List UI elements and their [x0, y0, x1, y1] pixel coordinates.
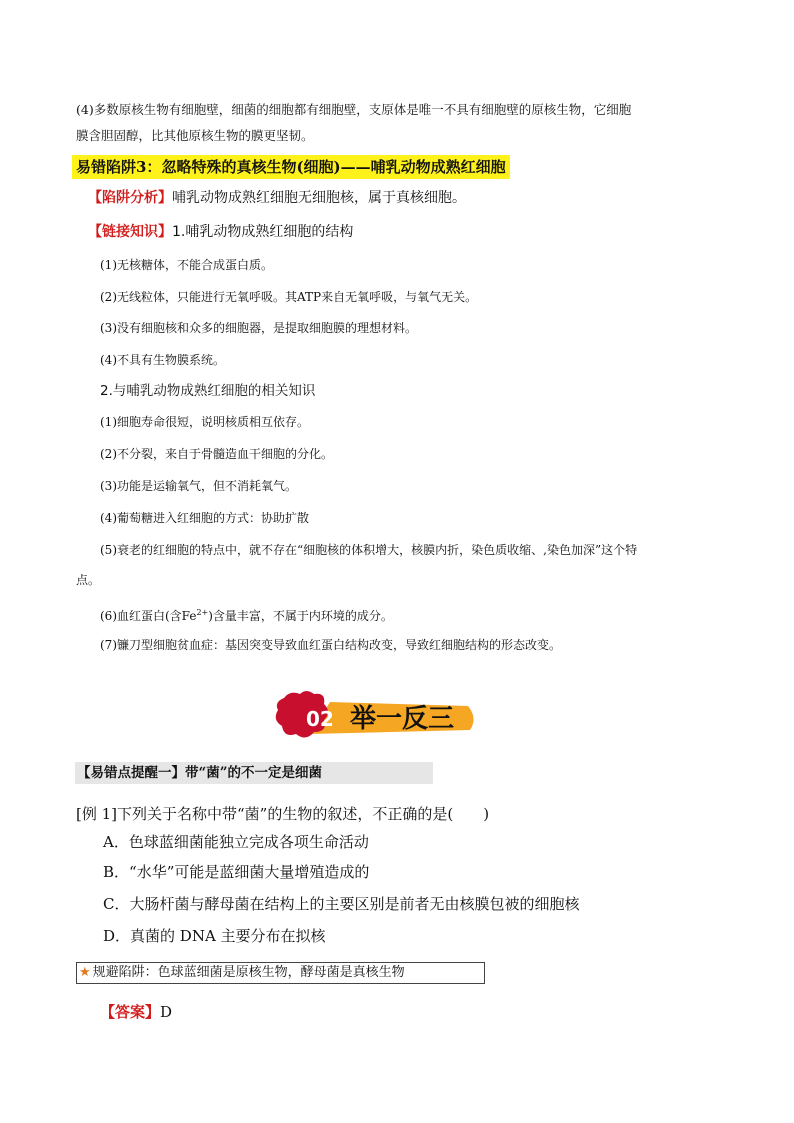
banner-title: 举一反三 [350, 704, 455, 734]
banner-number: 02 [306, 707, 334, 731]
banner-graphic [270, 688, 480, 746]
option-b: B．“水华”可能是蓝细菌大量增殖造成的 [103, 863, 370, 881]
paragraph-4-line1: (4)多数原核生物有细胞壁，细菌的细胞都有细胞壁，支原体是唯一不具有细胞壁的原核生物，它细胞 [76, 102, 632, 117]
answer-line [100, 1000, 172, 1024]
knowledge-item-1: (1)细胞寿命很短，说明核质相互依存。 [100, 415, 309, 429]
paragraph-4-line2: 膜含胆固醇，比其他原核生物的膜更坚韧。 [76, 128, 314, 143]
analysis-text: 哺乳动物成熟红细胞无细胞核，属于真核细胞。 [172, 190, 466, 206]
option-a: A．色球蓝细菌能独立完成各项生命活动 [103, 833, 369, 851]
section-banner [270, 688, 480, 746]
structure-item-1: (1)无核糖体，不能合成蛋白质。 [100, 258, 273, 272]
knowledge-item-2: (2)不分裂，来自于骨髓造血干细胞的分化。 [100, 447, 333, 461]
trap-3-title: 易错陷阱3：忽略特殊的真核生物(细胞)——哺乳动物成熟红细胞 [72, 155, 510, 179]
link-heading-1: 1.哺乳动物成熟红细胞的结构 [172, 224, 354, 240]
link-heading-2: 2.与哺乳动物成熟红细胞的相关知识 [100, 383, 316, 399]
knowledge-item-5-line2: 点。 [76, 573, 101, 587]
knowledge-item-5-line1: (5)衰老的红细胞的特点中，就不存在“细胞核的体积增大，核膜内折，染色质收缩、,染色加深”这个特 [100, 543, 638, 557]
knowledge-item-6 [100, 600, 734, 629]
example-stem: [例 1]下列关于名称中带“菌”的生物的叙述，不正确的是( ) [76, 805, 490, 823]
knowledge-item-7: (7)镰刀型细胞贫血症：基因突变导致血红蛋白结构改变，导致红细胞结构的形态改变。 [100, 638, 562, 652]
answer-value: D [160, 1003, 173, 1021]
structure-item-4: (4)不具有生物膜系统。 [100, 353, 225, 367]
option-c: C．大肠杆菌与酵母菌在结构上的主要区别是前者无由核膜包被的细胞核 [103, 895, 580, 913]
knowledge-item-3: (3)功能是运输氧气，但不消耗氧气。 [100, 479, 297, 493]
answer-label: 【答案】 [100, 1003, 161, 1021]
structure-item-3: (3)没有细胞核和众多的细胞器，是提取细胞膜的理想材料。 [100, 321, 418, 335]
link-line [88, 219, 728, 245]
option-d: D．真菌的 DNA 主要分布在拟核 [103, 927, 326, 945]
item-6-post: )含量丰富，不属于内环境的成分。 [208, 609, 393, 623]
link-label: 【链接知识】 [88, 224, 172, 240]
analysis-line [88, 185, 728, 211]
analysis-label: 【陷阱分析】 [88, 190, 172, 206]
item-6-sup: 2+ [196, 608, 209, 617]
tip-box [76, 962, 485, 984]
knowledge-item-4: (4)葡萄糖进入红细胞的方式：协助扩散 [100, 511, 309, 525]
tip-text: 规避陷阱：色球蓝细菌是原核生物，酵母菌是真核生物 [92, 965, 405, 980]
item-6-pre: (6)血红蛋白(含Fe [100, 609, 197, 623]
star-icon: ★ [79, 965, 91, 980]
reminder-heading: 【易错点提醒一】带“菌”的不一定是细菌 [75, 762, 433, 784]
structure-item-2: (2)无线粒体，只能进行无氧呼吸。其ATP来自无氧呼吸，与氧气无关。 [100, 290, 478, 304]
